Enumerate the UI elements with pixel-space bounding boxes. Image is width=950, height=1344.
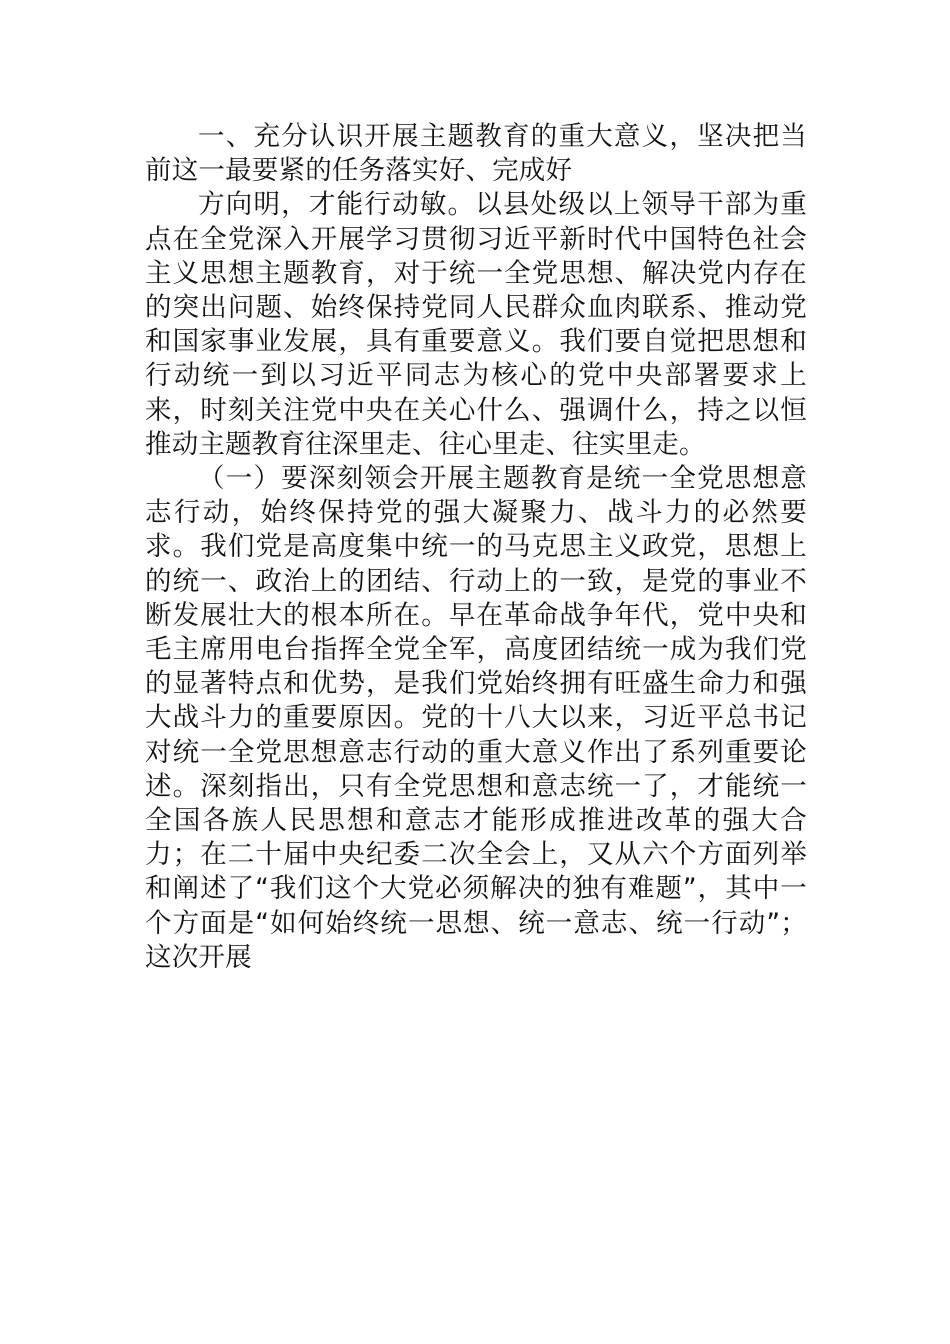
body-paragraph: 方向明，才能行动敏。以县处级以上领导干部为重点在全党深入开展学习贯彻习近平新时代中国特色社会主义思想主题教育，对于统一全党思想、解决党内存在的突出问题、始终保持党同人民群众血肉联系、推动党和国家事业发展，具有重要意义。我们要自觉把思想和行动统一到以习近平同志为核心的党中央部署要求上来，时刻关注党中央在关心什么、强调什么，持之以恒推动主题教育往深里走、往心里走、往实里走。 bbox=[145, 189, 807, 460]
subsection-paragraph: （一）要深刻领会开展主题教育是统一全党思想意志行动，始终保持党的强大凝聚力、战斗力的必然要求。我们党是高度集中统一的马克思主义政党，思想上的统一、政治上的团结、行动上的一致，是党的事业不断发展壮大的根本所在。早在革命战争年代，党中央和毛主席用电台指挥全党全军，高度团结统一成为我们党的显著特点和优势，是我们党始终拥有旺盛生命力和强大战斗力的重要原因。党的十八大以来，习近平总书记对统一全党思想意志行动的重大意义作出了系列重要论述。深刻指出，只有全党思想和意志统一了，才能统一全国各族人民思想和意志才能形成推进改革的强大合力；在二十届中央纪委二次全会上，又从六个方面列举和阐述了“我们这个大党必须解决的独有难题”，其中一个方面是“如何始终统一思想、统一意志、统一行动”；这次开展 bbox=[145, 463, 807, 973]
document-body bbox=[145, 120, 807, 975]
section-heading: 一、充分认识开展主题教育的重大意义，坚决把当前这一最要紧的任务落实好、完成好 bbox=[145, 121, 807, 187]
